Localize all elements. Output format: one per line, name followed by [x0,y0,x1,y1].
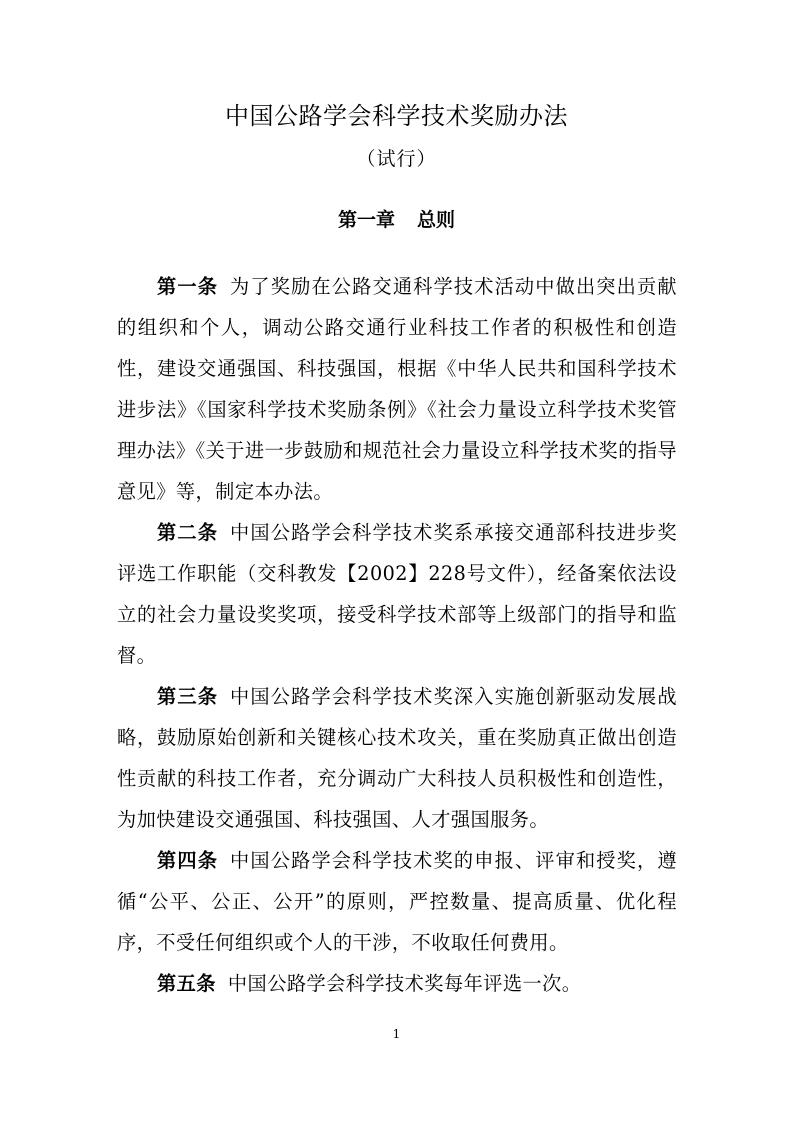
article-text: 中国公路学会科学技术奖系承接交通部科技进步奖评选工作职能（交科教发【2002】228号文件），经备案依法设立的社会力量设奖奖项，接受科学技术部等上级部门的指导和监督。 [117,521,677,667]
chapter-number: 第一章 [337,209,395,231]
article-4 [117,840,677,963]
article-2 [117,512,677,676]
document-subtitle: （试行） [356,148,437,170]
page-number: 1 [392,1027,401,1041]
article-label: 第四条 [157,849,219,872]
article-text: 中国公路学会科学技术奖每年评选一次。 [227,972,582,995]
article-text: 中国公路学会科学技术奖深入实施创新驱动发展战略，鼓励原始创新和关键核心技术攻关，重在奖励真正做出创造性贡献的科技工作者，充分调动广大科技人员积极性和创造性，为加快建设交通强国、科技强国、人才强国服务。 [117,685,677,831]
article-5 [117,963,677,1004]
article-label: 第五条 [157,972,216,995]
article-3 [117,676,677,840]
chapter-name: 总则 [417,209,456,231]
document-title: 中国公路学会科学技术奖励办法 [225,102,568,130]
article-label: 第一条 [157,275,219,298]
article-label: 第三条 [157,685,219,708]
article-text: 为了奖励在公路交通科学技术活动中做出突出贡献的组织和个人，调动公路交通行业科技工作者的积极性和创造性，建设交通强国、科技强国，根据《中华人民共和国科学技术进步法》《国家科学技术奖励条例》《社会力量设立科学技术奖管理办法》《关于进一步鼓励和规范社会力量设立科学技术奖的指导意见》等，制定本办法。 [117,275,677,503]
article-1 [117,266,677,512]
document-body [117,266,677,1004]
article-text: 中国公路学会科学技术奖的申报、评审和授奖，遵循“公平、公正、公开”的原则，严控数量、提高质量、优化程序，不受任何组织或个人的干涉，不收取任何费用。 [117,849,677,954]
article-label: 第二条 [157,521,219,544]
chapter-heading [0,205,793,235]
